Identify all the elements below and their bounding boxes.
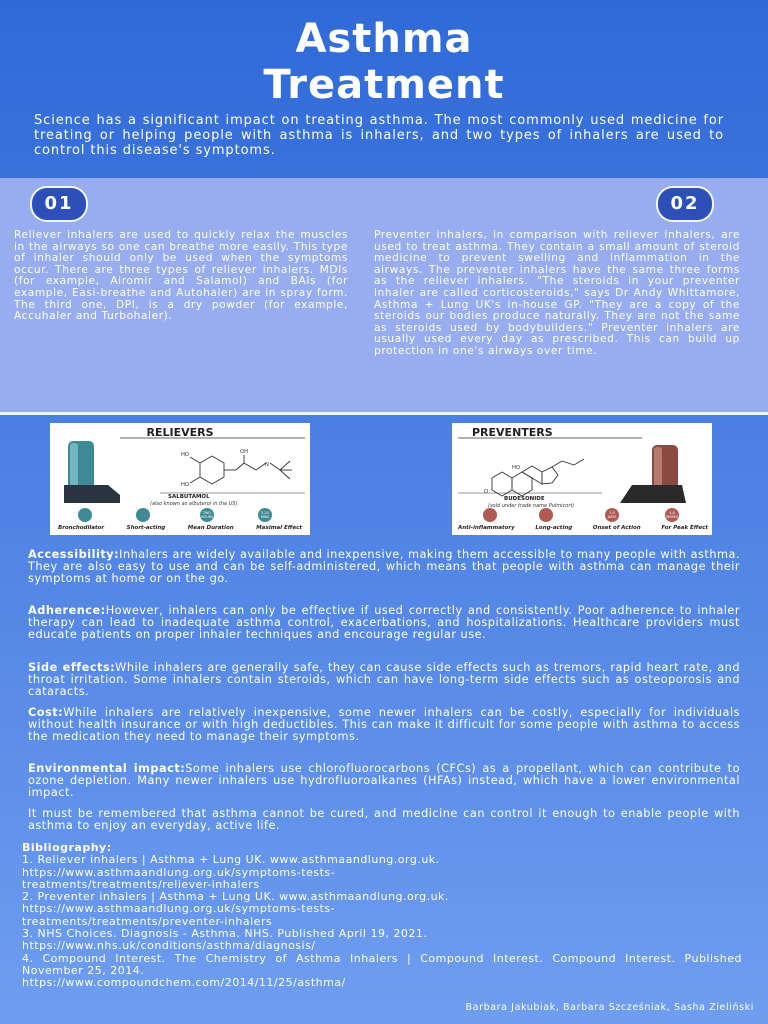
reliever-badge-text-4: 5-20 MINS — [260, 511, 270, 519]
preventer-badges — [483, 508, 679, 522]
preventers-drug-note: (sold under trade name Pulmicort) — [488, 503, 575, 509]
svg-text:N: N — [265, 462, 269, 468]
cost-section — [28, 707, 740, 743]
reliever-badge-label: Mean Duration — [187, 525, 234, 531]
relievers-drug-note: (also known as albuterol in the US) — [150, 501, 238, 507]
svg-text:HO: HO — [181, 452, 189, 458]
bibliography-entry: 3. NHS Choices. Diagnosis - Asthma. NHS. Published April 19, 2021. — [22, 927, 428, 941]
preventer-badge-text-4: 4-6 WEEKS — [666, 511, 679, 519]
title-line-1: Asthma — [295, 16, 473, 62]
bibliography-link[interactable]: https://www.compoundchem.com/2014/11/25/asthma/ — [22, 976, 346, 990]
intro-text: Science has a significant impact on treating asthma. The most commonly used medicine for treating or helping people with asthma is inhalers, and two types of inhalers are used to control this disease's symptoms. — [34, 113, 724, 158]
relievers-illustration — [50, 423, 310, 535]
section-number-02: 02 — [656, 186, 714, 222]
section-text: Inhalers are widely available and inexpensive, making them accessible to many people with asthma. They are also easy to use and can be self-administered, which means that people with asthma can manage their symptoms at home or on the go. — [28, 548, 740, 586]
reliever-badge-label: Maximal Effect — [256, 525, 302, 531]
preventer-badge-label: Long-acting — [535, 525, 573, 531]
preventer-badge-label: Anti-inflammatory — [458, 525, 515, 531]
preventers-title: PREVENTERS — [472, 426, 553, 439]
section-divider — [0, 412, 768, 415]
authors-credit: Barbara Jakubiak, Barbara Szcześniak, Sasha Zieliński — [465, 1002, 754, 1013]
section-text: However, inhalers can only be effective if used correctly and consistently. Poor adherence to inhaler therapy can lead to inadequate asthma control, exacerbations, and hospitalizations. Healthcare providers must educate patients on proper inhaler techniques and encourage regular use. — [28, 604, 740, 642]
reliever-badge-label: Bronchodilator — [58, 525, 105, 531]
accessibility-section — [28, 549, 740, 585]
relievers-badge-labels — [58, 525, 302, 531]
bibliography-link[interactable]: treatments/treatments/reliever-inhalers — [22, 877, 260, 891]
page-title — [0, 16, 768, 108]
environmental-impact-section — [28, 763, 740, 799]
preventer-description: Preventer inhalers, in comparison with reliever inhalers, are used to treat asthma. They contain a small amount of steroid medicine to prevent swelling and inflammation in the airways. The preventer inhalers have the same three forms as the reliever inhalers. "The steroids in your preventer inhaler are called corticosteroids," says Dr Andy Whittamore, Asthma + Lung UK's in-house GP. "They are a copy of the steroids our bodies produce naturally. They are not the same as steroids used by bodybuilders." Preventer inhalers are usually used every day as prescribed. This can build up protection in one's airways over time. — [374, 229, 740, 357]
bibliography-link[interactable]: treatments/treatments/preventer-inhalers — [22, 914, 273, 928]
relievers-infographic — [50, 423, 310, 535]
adherence-section — [28, 605, 740, 641]
section-label: Side effects: — [28, 661, 116, 674]
reliever-badge-label: Short-acting — [126, 525, 166, 531]
section-label: Accessibility: — [28, 548, 120, 561]
bibliography-link[interactable]: https://www.asthmaandlung.org.uk/symptoms-tests- — [22, 902, 336, 916]
preventer-badge-label: Onset of Action — [592, 525, 641, 531]
svg-text:O: O — [484, 489, 489, 495]
section-number-01: 01 — [30, 186, 88, 222]
bibliography-link[interactable]: https://www.asthmaandlung.org.uk/symptoms-tests- — [22, 865, 336, 879]
bibliography-heading: Bibliography: — [22, 841, 112, 854]
preventer-badge-label: For Peak Effect — [661, 525, 708, 531]
section-text: While inhalers are relatively inexpensive, some newer inhalers can be costly, especially for individuals without health insurance or with high deductibles. This can make it difficult for some people with asthma to access the medication they need to manage their symptoms. — [28, 706, 740, 744]
section-text: While inhalers are generally safe, they can cause side effects such as tremors, rapid heart rate, and throat irritation. Some inhalers contain steroids, which can have long-term side effects such as osteoporosis and cataracts. — [28, 661, 740, 699]
preventer-badge-text-3: 3-4 DAYS — [607, 511, 617, 519]
section-label: Adherence: — [28, 604, 106, 617]
svg-text:HO: HO — [512, 465, 520, 471]
preventers-badge-labels — [458, 525, 708, 531]
bibliography — [22, 842, 742, 990]
reliever-description: Reliever inhalers are used to quickly relax the muscles in the airways so one can breathe more easily. This type of inhaler should only be used when the symptoms occur. There are three types of reliever inhalers. MDIs (for example, Airomir and Salamol) and BAIs (for example, Easi-breathe and Autohaler) are in spray form. The third one, DPI, is a dry powder (for example, Accuhaler and Turbohaler). — [14, 229, 348, 323]
section-label: Cost: — [28, 706, 64, 719]
side-effects-section — [28, 662, 740, 698]
bibliography-entry: 1. Reliever inhalers | Asthma + Lung UK. www.asthmaandlung.org.uk. — [22, 853, 440, 867]
preventer-inhaler-icon — [620, 445, 686, 503]
conclusion-section — [28, 808, 740, 832]
salbutamol-structure-icon — [190, 455, 292, 484]
section-text: Some inhalers use chlorofluorocarbons (CFCs) as a propellant, which can contribute to ozone depletion. Many newer inhalers use hydrofluoroalkanes (HFAs) instead, which have a lower environmental impact. — [28, 762, 740, 800]
budesonide-structure-icon — [492, 459, 584, 496]
bibliography-entry: 2. Preventer inhalers | Asthma + Lung UK. www.asthmaandlung.org.uk. — [22, 890, 449, 904]
relievers-title: RELIEVERS — [146, 426, 214, 439]
reliever-inhaler-icon — [64, 441, 120, 503]
svg-text:HO: HO — [181, 482, 189, 488]
bibliography-entry: 4. Compound Interest. The Chemistry of Asthma Inhalers | Compound Interest. Compound Interest. Published November 25, 2014. — [22, 951, 742, 977]
reliever-badges — [78, 508, 272, 522]
bibliography-link[interactable]: https://www.nhs.uk/conditions/asthma/diagnosis/ — [22, 939, 316, 953]
svg-text:OH: OH — [240, 449, 248, 455]
relievers-drug-name: SALBUTAMOL — [168, 494, 210, 500]
section-text: It must be remembered that asthma cannot be cured, and medicine can control it enough to enable people with asthma to enjoy an everyday, active life. — [28, 807, 740, 833]
reliever-badge-text-3: TWO HOURS — [201, 511, 214, 519]
section-label: Environmental impact: — [28, 762, 186, 775]
title-line-2: Treatment — [263, 62, 505, 108]
preventers-drug-name: BUDESONIDE — [504, 496, 545, 502]
preventers-infographic — [452, 423, 712, 535]
